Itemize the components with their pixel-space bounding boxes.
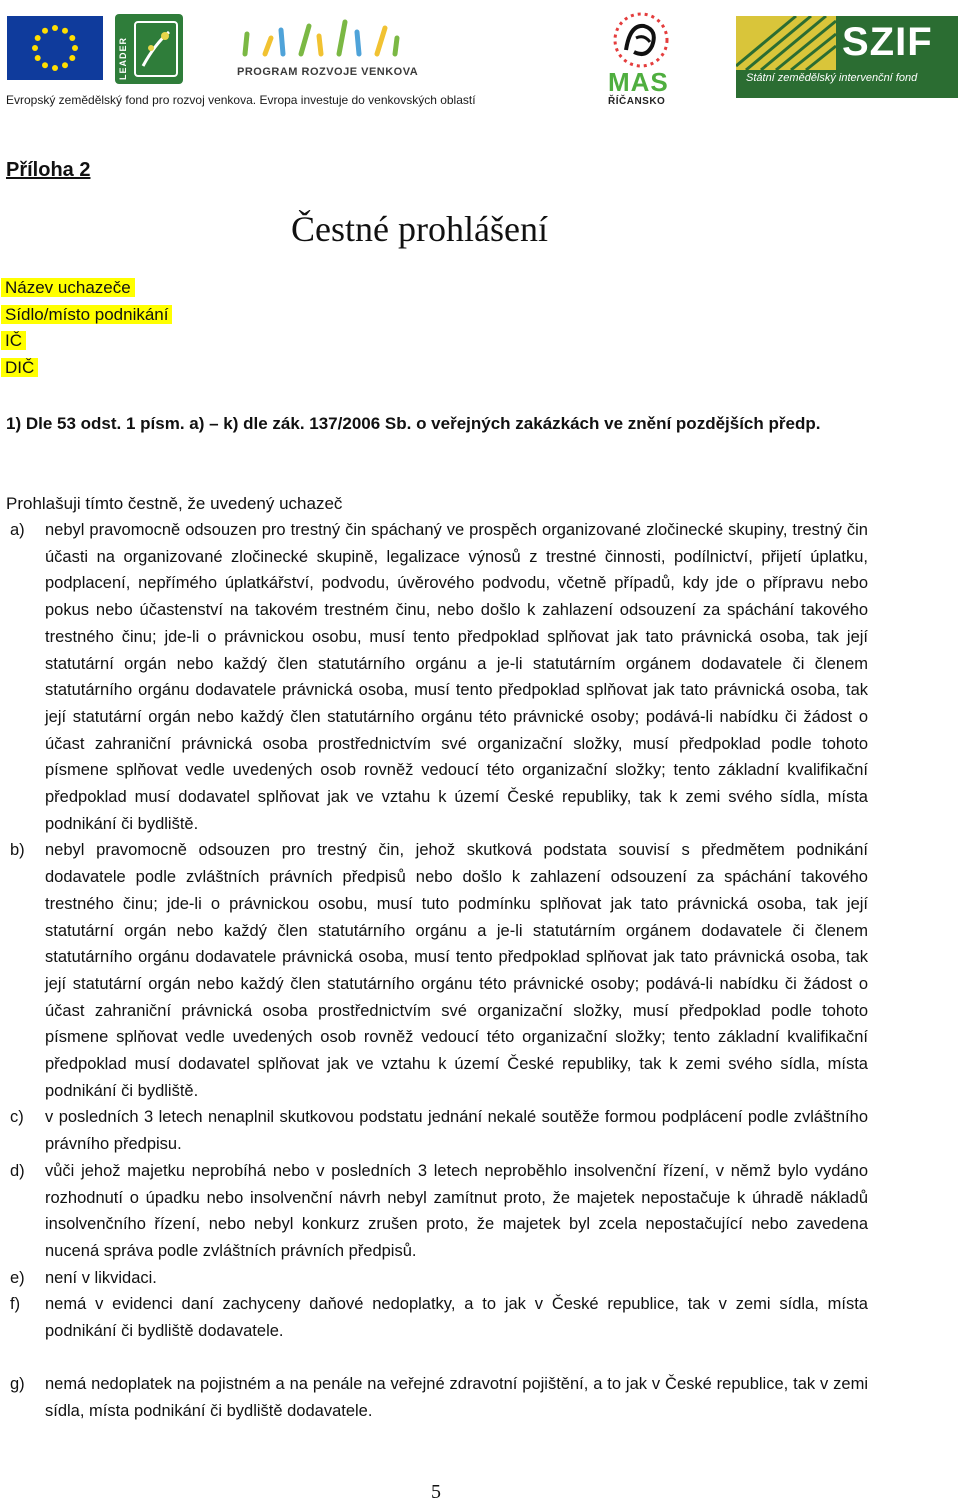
- field-ico: IČ: [1, 328, 172, 355]
- leader-logo: [115, 14, 183, 84]
- funding-statement: Evropský zemědělský fond pro rozvoj venkova. Evropa investuje do venkovských oblastí: [6, 93, 476, 107]
- annex-label: Příloha 2: [6, 159, 91, 181]
- clause-f: [0, 1291, 868, 1344]
- clause-marker: g): [10, 1374, 25, 1393]
- declaration-intro: Prohlašuji tímto čestně, že uvedený uchazeč: [6, 494, 343, 513]
- leader-logo-text: LEADER: [118, 36, 128, 80]
- clause-text: vůči jehož majetku neprobíhá nebo v posledních 3 letech neproběhlo insolvenční řízení, v němž bylo vydáno rozhodnutí o úpadku nebo insolvenční návrh nebyl zamítnut proto, že majetek nepostačuje k úhradě nákladů insolvenčního řízení, nebo nebyl konkurz zrušen proto, že majetek byl zcela nepostačující nebo zavedena nucená správa podle zvláštních právních předpisů.: [45, 1161, 868, 1260]
- applicant-fields: [0, 275, 172, 382]
- clause-c: [0, 1104, 868, 1157]
- prv-caption: PROGRAM ROZVOJE VENKOVA: [237, 66, 419, 78]
- mas-wordmark: MAS: [608, 67, 669, 97]
- field-registered-office: Sídlo/místo podnikání: [1, 302, 172, 329]
- field-applicant-name: Název uchazeče: [1, 275, 172, 302]
- clause-d: [0, 1158, 868, 1265]
- clause-marker: f): [10, 1295, 21, 1314]
- clause-text: nebyl pravomocně odsouzen pro trestný čin, jehož skutková podstata souvisí s předmětem podnikání dodavatele podle zvláštních právních předpisů nebo došlo k zahlazení odsouzení za spáchání takového trestného činu; jde-li o právnickou osobu, musí tuto podmínku splňovat jak tato právnická osoba, tak její statutární orgán nebo každý člen statutárního orgánu a je-li statutárním orgánem dodavatele či členem statutárního orgánu dodavatele právnická osoba, musí tento předpoklad splňovat jak tato právnická osoba, tak její statutární orgán nebo každý člen statutárního orgánu této právnické osoby; podává-li nabídku či žádost o účast zahraniční právnická osoba prostřednictvím své organizační složky, musí předpoklad podle tohoto písmene splňovat vedle uvedených osob rovněž vedoucí této organizační složky; tento základní kvalifikační předpoklad musí dodavatel splňovat jak ve vztahu k území České republiky, tak k zemi svého sídla, místa podnikání či bydliště.: [45, 841, 868, 1100]
- clause-text: v posledních 3 letech nenaplnil skutkovou podstatu jednání nekalé soutěže formou podplácení podle zvláštního právního předpisu.: [45, 1108, 868, 1154]
- clause-g: [0, 1371, 868, 1424]
- mas-subtitle: ŘÍČANSKO: [608, 96, 666, 107]
- field-dic: DIČ: [1, 355, 172, 382]
- szif-logo: [736, 16, 958, 98]
- clause-a: [0, 517, 868, 837]
- clause-text: nemá v evidenci daní zachyceny daňové nedoplatky, a to jak v České republice, tak v zemi sídla, místa podnikání či bydliště dodavatele.: [45, 1295, 868, 1341]
- eu-flag-logo: [7, 16, 103, 80]
- logo-bar: [0, 0, 960, 112]
- szif-wordmark: SZIF: [842, 20, 933, 64]
- clause-marker: a): [10, 521, 25, 539]
- program-rozvoje-venkova-logo: [225, 8, 430, 86]
- clause-b: [0, 837, 868, 1104]
- clause-marker: e): [10, 1268, 25, 1287]
- page-number: 5: [431, 1481, 441, 1503]
- declaration-clauses: [0, 517, 960, 1424]
- clause-text: nemá nedoplatek na pojistném a na penále na veřejné zdravotní pojištění, a to jak v České republice, tak v zemi sídla, místa podnikání či bydliště dodavatele.: [45, 1374, 868, 1420]
- clause-e: [0, 1265, 868, 1292]
- mas-ricansko-logo: [600, 12, 682, 110]
- document-title: Čestné prohlášení: [291, 209, 548, 249]
- clause-text: není v likvidaci.: [45, 1268, 157, 1287]
- szif-subtitle: Státní zemědělský intervenční fond: [746, 72, 918, 84]
- clause-text: nebyl pravomocně odsouzen pro trestný čin spáchaný ve prospěch organizované zločinecké skupiny, trestný čin účasti na organizované zločinecké skupině, legalizace výnosů z trestné činnosti, podílnictví, přijetí úplatku, podplacení, nepřímého úplatkářství, podvodu, úvěrového podvodu, včetně případů, kdy jde o přípravu nebo pokus nebo účastenství na takovém trestném činu, nebo došlo k zahlazení odsouzení za spáchání takového trestného činu; jde-li o právnickou osobu, musí tento předpoklad splňovat jak tato právnická osoba, tak její statutární orgán nebo každý člen statutárního orgánu a je-li statutárním orgánem dodavatele či členem statutárního orgánu dodavatele právnická osoba, musí tento předpoklad splňovat jak tato právnická osoba, tak její statutární orgán nebo každý člen statutárního orgánu této právnické osoby; podává-li nabídku či žádost o účast zahraniční právnická osoba prostřednictvím své organizační složky, musí předpoklad podle tohoto písmene splňovat vedle uvedených osob rovněž vedoucí této organizační složky; tento základní kvalifikační předpoklad musí dodavatel splňovat jak ve vztahu k území České republiky, tak k zemi svého sídla, místa podnikání či bydliště.: [45, 521, 868, 833]
- clause-marker: d): [10, 1161, 25, 1180]
- clause-marker: b): [10, 841, 25, 860]
- clause-marker: c): [10, 1108, 24, 1127]
- legal-reference: 1) Dle 53 odst. 1 písm. a) – k) dle zák. 137/2006 Sb. o veřejných zakázkách ve znění pozdějších předp.: [6, 414, 821, 433]
